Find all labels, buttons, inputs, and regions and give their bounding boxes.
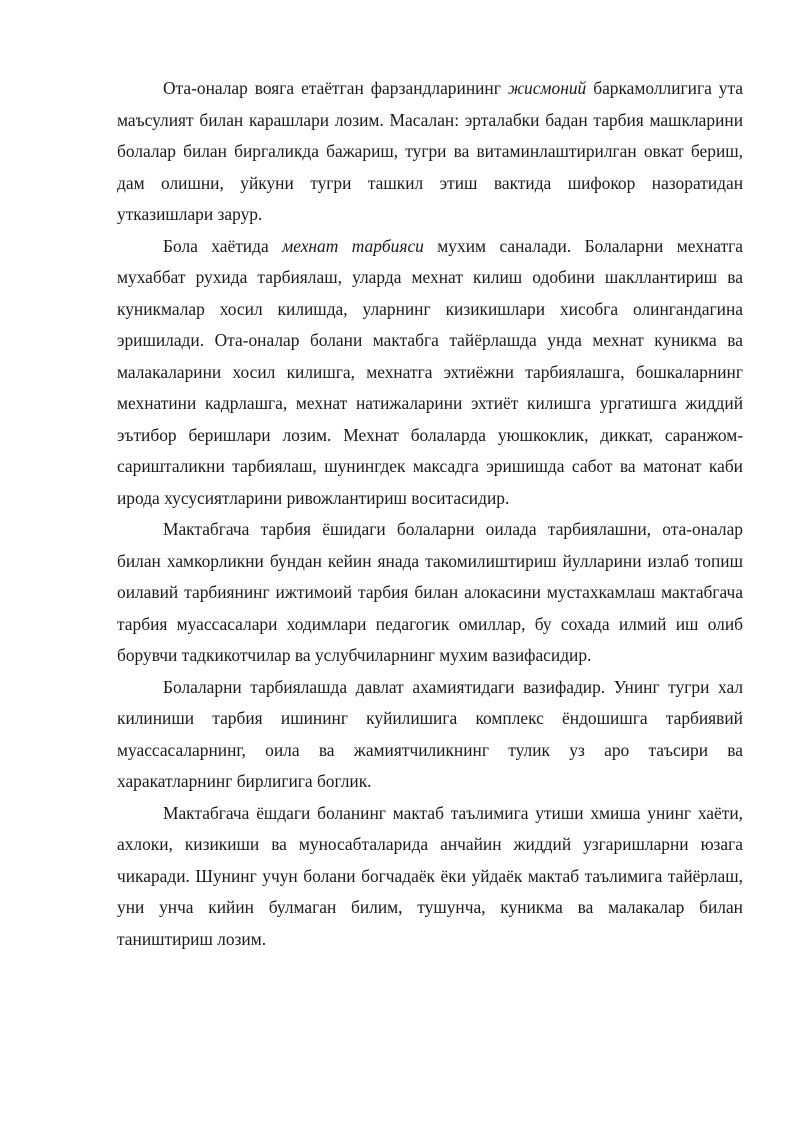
paragraph-school-readiness <box>117 798 743 956</box>
paragraph-state-importance <box>117 672 743 798</box>
paragraph-text: мухим саналади. Болаларни мехнатга мухаббат рухида тарбиялаш, уларда мехнат килиш одобини шакллантириш ва куникмалар хосил килишда, уларнинг кизикишлари хисобга олингандагина эришилади. Ота-оналар болани мактабга тайёрлашда унда мехнат куникма ва малакаларини хосил килишга, мехнатга эхтиёжни тарбиялашга, бошкаларнинг мехнатини кадрлашга, мехнат натижаларини эхтиёт килишга ургатишга жиддий эътибор беришлари лозим. Мехнат болаларда уюшкоклик, диккат, саранжом-саришталикни тарбиялаш, шунингдек максадга эришишда сабот ва матонат каби ирода хусусиятларини ривожлантириш воситасидир. <box>117 235 743 508</box>
italic-term: жисмоний <box>507 78 587 98</box>
paragraph-physical-upbringing <box>117 73 743 231</box>
italic-term: мехнат тарбияси <box>282 235 424 256</box>
paragraph-text: Бола хаётида <box>163 235 283 256</box>
paragraph-text: Мактабгача ёшдаги боланинг мактаб таълимига утиши хмиша унинг хаёти, ахлоки, кизикиши ва муносабталарида анчайин жиддий узгаришларни юзага чикаради. Шунинг учун болани богчадаёк ёки уйдаёк мактаб таълимига тайёрлаш, уни унча кийин булмаган билим, тушунча, куникма ва малакалар билан таништириш лозим. <box>117 802 743 949</box>
paragraph-labor-upbringing <box>117 231 743 515</box>
paragraph-text: Мактабгача тарбия ёшидаги болаларни оилада тарбиялашни, ота-оналар билан хамкорликни бундан кейин янада такомилиштириш йулларини излаб топиш оилавий тарбиянинг ижтимоий тарбия билан алокасини мустахкамлаш мактабгача тарбия муассасалари ходимлари педагогик омиллар, бу сохада илмий иш олиб борувчи тадкикотчилар ва услубчиларнинг мухим вазифасидир. <box>117 519 743 665</box>
paragraph-text: Болаларни тарбиялашда давлат ахамиятидаги вазифадир. Унинг тугри хал килиниши тарбия ишининг куйилишига комплекс ёндошишга тарбиявий муассасаларнинг, оила ва жамиятчиликнинг тулик уз аро таъсири ва харакатларнинг бирлигига боглик. <box>117 676 743 791</box>
paragraph-text: Ота-оналар вояга етаётган фарзандларининг <box>163 78 508 98</box>
paragraph-text: баркамоллигига ута маъсулият билан карашлари лозим. Масалан: эрталабки бадан тарбия машкларини болалар билан биргаликда бажариш, тугри ва витаминлаштирилган овкат бериш, дам олишни, уйкуни тугри ташкил этиш вактида шифокор назоратидан утказишлари зарур. <box>117 78 743 224</box>
document-body <box>117 73 743 955</box>
paragraph-preschool-cooperation <box>117 514 743 672</box>
